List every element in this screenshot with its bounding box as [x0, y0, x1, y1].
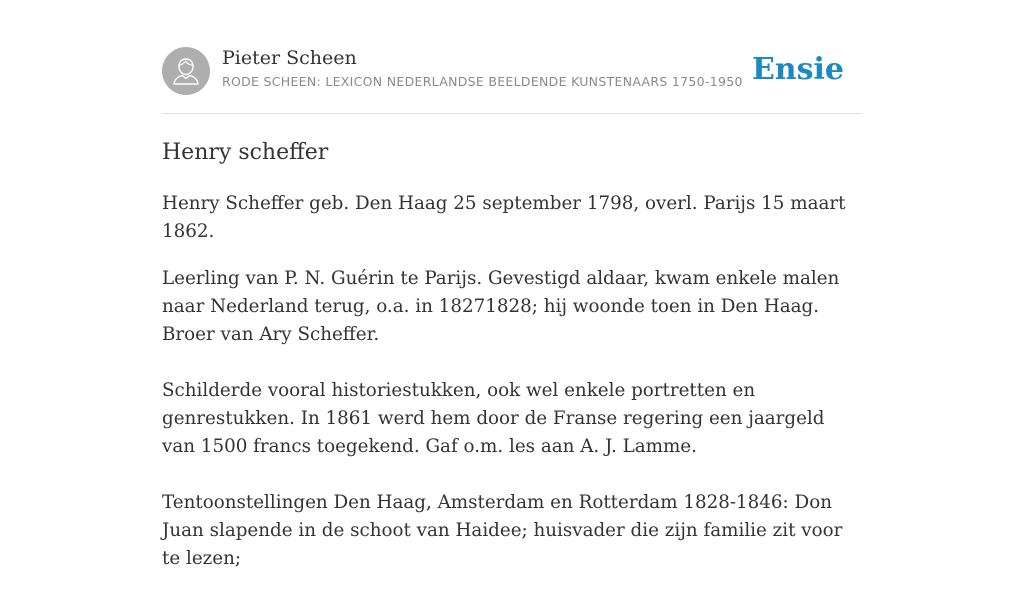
article-body — [162, 190, 862, 592]
author-header — [162, 46, 862, 96]
article-paragraph-3: Schilderde vooral historiestukken, ook wel enkele portretten en genrestukken. In 1861 werd hem door de Franse regering een jaargeld van 1500 francs toegekend. Gaf o.m. les aan A. J. Lamme. — [162, 380, 825, 457]
article-paragraph-4: Tentoonstellingen Den Haag, Amsterdam en Rotterdam 1828-1846: Don Juan slapende in de schoot van Haidee; huisvader die zijn familie zit voor te lezen; — [162, 492, 843, 569]
article-paragraph-1: Henry Scheffer geb. Den Haag 25 september 1798, overl. Parijs 15 maart 1862. — [162, 193, 846, 242]
user-silhouette-icon — [162, 47, 210, 95]
author-name-link[interactable]: Pieter Scheen — [222, 47, 357, 69]
header-divider — [162, 113, 862, 114]
author-avatar[interactable] — [162, 47, 210, 95]
source-lexicon-label: RODE SCHEEN: LEXICON NEDERLANDSE BEELDENDE KUNSTENAARS 1750-1950 — [222, 74, 743, 89]
article-title: Henry scheffer — [162, 140, 329, 165]
ensie-logo-link[interactable]: Ensie — [751, 52, 844, 87]
article-paragraph-2: Leerling van P. N. Guérin te Parijs. Gevestigd aldaar, kwam enkele malen naar Nederland terug, o.a. in 18271828; hij woonde toen in Den Haag. Broer van Ary Scheffer. — [162, 268, 840, 345]
